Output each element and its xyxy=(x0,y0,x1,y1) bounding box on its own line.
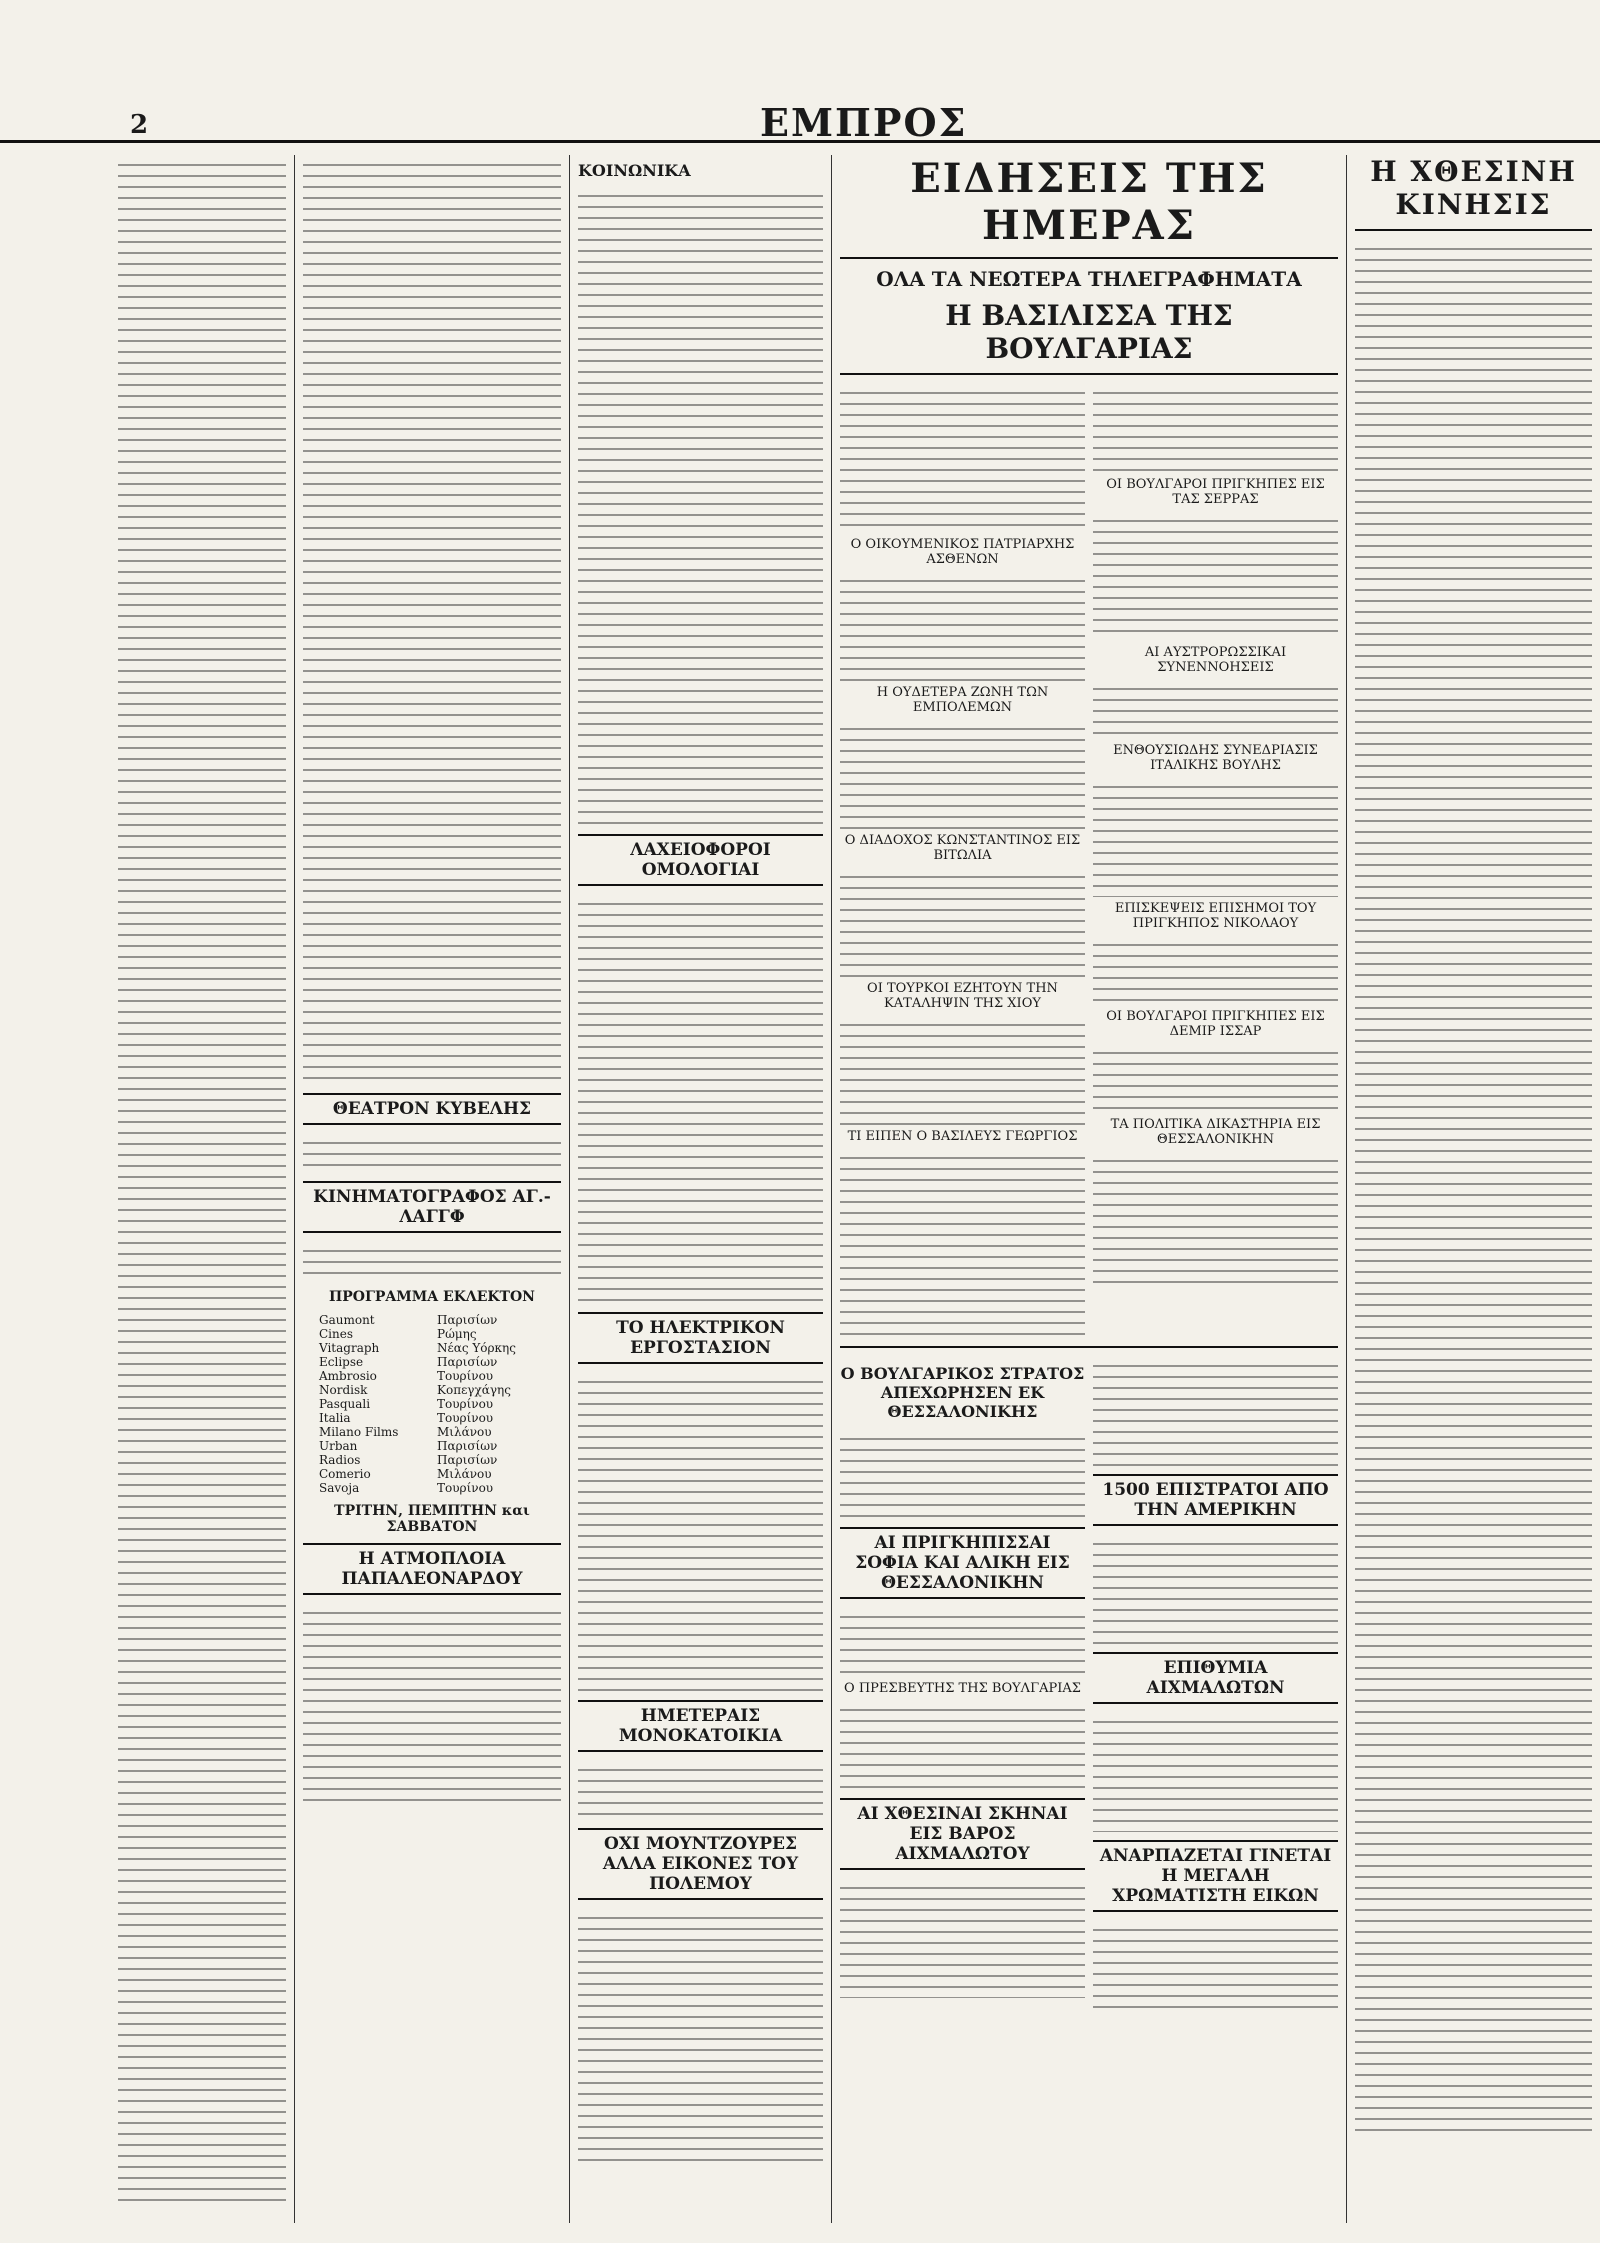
princesses-line1: ΑΙ ΠΡΙΓΚΗΠΙΣΣΑΙ xyxy=(874,1533,1051,1553)
program-item: Τουρίνου xyxy=(437,1397,494,1411)
colored-image-line2: Η ΜΕΓΑΛΗ ΧΡΩΜΑΤΙΣΤΗ ΕΙΚΩΝ xyxy=(1112,1866,1319,1906)
schedule-head: ΤΡΙΤΗΝ, ΠΕΜΠΤΗΝ και ΣΑΒΒΑΤΟΝ xyxy=(334,1503,530,1535)
body-text-block xyxy=(303,1133,561,1173)
war-images-head xyxy=(578,1828,823,1900)
program-item: Τουρίνου xyxy=(437,1369,494,1383)
program-item: Ambrosio xyxy=(319,1369,377,1383)
army-headline: Ο ΒΟΥΛΓΑΡΙΚΟΣ ΣΤΡΑΤΟΣ ΑΠΕΧΩΡΗΣΕΝ ΕΚ ΘΕΣΣΑΛΟΝΙΚΗΣ xyxy=(840,1364,1085,1421)
news-section: ΤΙ ΕΙΠΕΝ Ο ΒΑΣΙΛΕΥΣ ΓΕΩΡΓΙΟΣ xyxy=(847,1129,1078,1144)
lottery-head: ΛΑΧΕΙΟΦΟΡΟΙ ΟΜΟΛΟΓΙΑΙ xyxy=(578,834,823,886)
body-text-block xyxy=(303,1241,561,1281)
news-section: Η ΟΥΔΕΤΕΡΑ ΖΩΝΗ ΤΩΝ ΕΜΠΟΛΕΜΩΝ xyxy=(876,685,1049,715)
column-3 xyxy=(570,155,832,2223)
war-images-line2: ΑΛΛΑ ΕΙΚΟΝΕΣ ΤΟΥ ΠΟΛΕΜΟΥ xyxy=(602,1854,799,1894)
steamship-head: Η ΑΤΜΟΠΛΟΙΑ ΠΑΠΑΛΕΟΝΑΡΔΟΥ xyxy=(303,1543,561,1595)
news-bottom-grid xyxy=(840,1356,1338,2010)
ambassador-head: Ο ΠΡΕΣΒΕΥΤΗΣ ΤΗΣ ΒΟΥΛΓΑΡΙΑΣ xyxy=(844,1681,1081,1696)
movement-header-bottom: ΚΙΝΗΣΙΣ xyxy=(1395,188,1552,221)
news-section: ΤΑ ΠΟΛΙΤΙΚΑ ΔΙΚΑΣΤΗΡΙΑ ΕΙΣ ΘΕΣΣΑΛΟΝΙΚΗΝ xyxy=(1110,1117,1321,1147)
news-section: ΟΙ ΒΟΥΛΓΑΡΟΙ ΠΡΙΓΚΗΠΕΣ ΕΙΣ ΤΑΣ ΣΕΡΡΑΣ xyxy=(1106,477,1325,507)
news-section: ΑΙ ΑΥΣΤΡΟΡΩΣΣΙΚΑΙ ΣΥΝΕΝΝΟΗΣΕΙΣ xyxy=(1144,645,1287,675)
theatre-head: ΘΕΑΤΡΟΝ ΚΥΒΕΛΗΣ xyxy=(303,1093,561,1125)
news-section: ΟΙ ΒΟΥΛΓΑΡΟΙ ΠΡΙΓΚΗΠΕΣ ΕΙΣ ΔΕΜΙΡ ΙΣΣΑΡ xyxy=(1106,1009,1325,1039)
program-item: Italia xyxy=(319,1411,351,1425)
program-item: Παρισίων xyxy=(437,1439,498,1453)
program-item: Comerio xyxy=(319,1467,371,1481)
program-item: Urban xyxy=(319,1439,358,1453)
news-banner: ΕΙΔΗΣΕΙΣ ΤΗΣ ΗΜΕΡΑΣ xyxy=(910,155,1268,249)
colored-image-line1: ΑΝΑΡΠΑΖΕΤΑΙ ΓΙΝΕΤΑΙ xyxy=(1099,1846,1332,1866)
page-number: 2 xyxy=(130,110,149,140)
masthead xyxy=(0,0,1600,143)
program-item: Μιλάνου xyxy=(437,1467,492,1481)
body-text-block xyxy=(578,186,823,826)
prisoners-wish-head: ΕΠΙΘΥΜΙΑ ΑΙΧΜΑΛΩΤΩΝ xyxy=(1093,1652,1338,1704)
newspaper-name: ΕΜΠΡΟΣ xyxy=(760,100,968,145)
news-top-grid xyxy=(840,383,1338,1338)
news-right-col xyxy=(1093,383,1338,1338)
program-item: Cines xyxy=(319,1327,354,1341)
body-text-block xyxy=(578,1760,823,1820)
program-item: Τουρίνου xyxy=(437,1411,494,1425)
news-headline: Η ΒΑΣΙΛΙΣΣΑ ΤΗΣ ΒΟΥΛΓΑΡΙΑΣ xyxy=(945,299,1233,365)
body-text-block xyxy=(118,155,286,2205)
program-item: Nordisk xyxy=(319,1383,368,1397)
program-item: Τουρίνου xyxy=(437,1481,494,1495)
column-5 xyxy=(1347,155,1600,2223)
war-images-line1: ΟΧΙ ΜΟΥΝΤΖΟΥΡΕΣ xyxy=(604,1834,797,1854)
prisoner-scenes-head: ΑΙ ΧΘΕΣΙΝΑΙ ΣΚΗΝΑΙ ΕΙΣ ΒΑΡΟΣ ΑΙΧΜΑΛΩΤΟΥ xyxy=(840,1798,1085,1870)
movement-header-top: Η ΧΘΕΣΙΝΗ xyxy=(1370,155,1577,188)
program-item: Pasquali xyxy=(319,1397,371,1411)
reservists-head: 1500 ΕΠΙΣΤΡΑΤΟΙ ΑΠΟ ΤΗΝ ΑΜΕΡΙΚΗΝ xyxy=(1093,1474,1338,1526)
body-text-block xyxy=(303,1603,561,1803)
body-text-block xyxy=(578,1908,823,2168)
program-item: Radios xyxy=(319,1453,361,1467)
column-2 xyxy=(295,155,570,2223)
colored-image-head xyxy=(1093,1840,1338,1912)
news-bottom-right xyxy=(1093,1356,1338,2010)
column-4 xyxy=(832,155,1347,2223)
news-subbanner: ΟΛΑ ΤΑ ΝΕΩΤΕΡΑ ΤΗΛΕΓΡΑΦΗΜΑΤΑ xyxy=(876,267,1302,291)
program-item: Μιλάνου xyxy=(437,1425,492,1439)
electric-factory-head: ΤΟ ΗΛΕΚΤΡΙΚΟΝ ΕΡΓΟΣΤΑΣΙΟΝ xyxy=(578,1312,823,1364)
body-text-block xyxy=(578,894,823,1304)
program-item: Ρώμης xyxy=(437,1327,477,1341)
program-item: Κοπεγχάγης xyxy=(437,1383,511,1397)
social-header: ΚΟΙΝΩΝΙΚΑ xyxy=(578,161,691,180)
program-item: Gaumont xyxy=(319,1313,375,1327)
program-item: Παρισίων xyxy=(437,1313,498,1327)
program-item: Νέας Υόρκης xyxy=(437,1341,516,1355)
news-bottom-left xyxy=(840,1356,1085,2010)
body-text-block xyxy=(303,155,561,1085)
program-item: Vitagraph xyxy=(319,1341,380,1355)
news-left-col xyxy=(840,383,1085,1338)
program-item: Savoja xyxy=(319,1481,360,1495)
body-text-block xyxy=(1355,239,1592,2139)
daily-issue-head: ΗΜΕΤΕΡΑΙΣ ΜΟΝΟΚΑΤΟΙΚΙΑ xyxy=(578,1700,823,1752)
column-1 xyxy=(110,155,295,2223)
program-item: Παρισίων xyxy=(437,1453,498,1467)
news-section: ΟΙ ΤΟΥΡΚΟΙ ΕΖΗΤΟΥΝ ΤΗΝ ΚΑΤΑΛΗΨΙΝ ΤΗΣ ΧΙΟΥ xyxy=(867,981,1058,1011)
program-list xyxy=(303,1313,561,1495)
program-item: Milano Films xyxy=(319,1425,399,1439)
news-section: ΕΝΘΟΥΣΙΩΔΗΣ ΣΥΝΕΔΡΙΑΣΙΣ ΙΤΑΛΙΚΗΣ ΒΟΥΛΗΣ xyxy=(1113,743,1318,773)
news-section: ΕΠΙΣΚΕΨΕΙΣ ΕΠΙΣΗΜΟΙ ΤΟΥ ΠΡΙΓΚΗΠΟΣ ΝΙΚΟΛΑΟΥ xyxy=(1114,901,1317,931)
princesses-head xyxy=(840,1527,1085,1599)
cinema-head: ΚΙΝΗΜΑΤΟΓΡΑΦΟΣ ΑΓ.-ΛΑΓΓΦ xyxy=(303,1181,561,1233)
program-item: Παρισίων xyxy=(437,1355,498,1369)
body-text-block xyxy=(578,1372,823,1692)
program-item: Eclipse xyxy=(319,1355,364,1369)
princesses-line2: ΣΟΦΙΑ ΚΑΙ ΑΛΙΚΗ ΕΙΣ ΘΕΣΣΑΛΟΝΙΚΗΝ xyxy=(855,1553,1070,1593)
program-title: ΠΡΟΓΡΑΜΜΑ ΕΚΛΕΚΤΟΝ xyxy=(329,1289,535,1305)
news-section: Ο ΔΙΑΔΟΧΟΣ ΚΩΝΣΤΑΝΤΙΝΟΣ ΕΙΣ ΒΙΤΩΛΙΑ xyxy=(844,833,1081,863)
news-section: Ο ΟΙΚΟΥΜΕΝΙΚΟΣ ΠΑΤΡΙΑΡΧΗΣ ΑΣΘΕΝΩΝ xyxy=(850,537,1075,567)
